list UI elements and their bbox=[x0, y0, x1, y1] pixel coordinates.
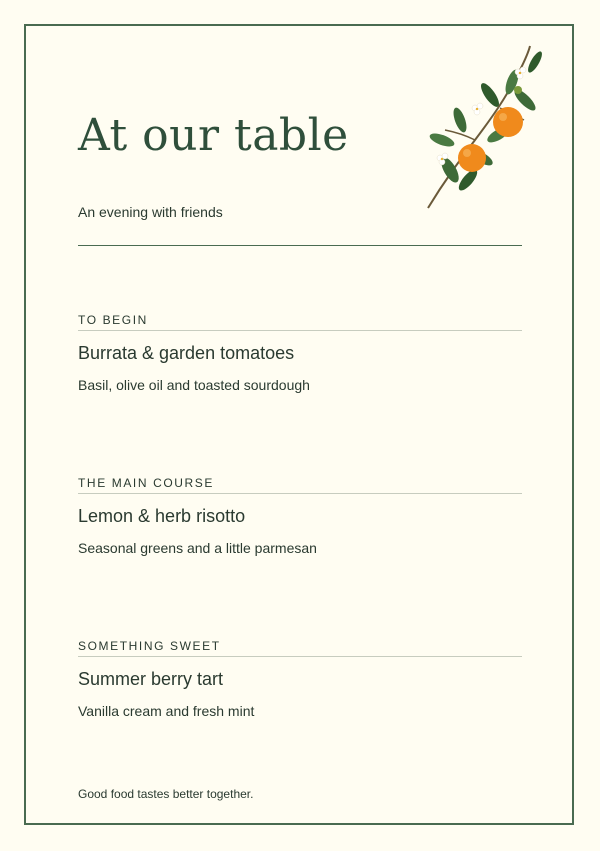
course-label: THE MAIN COURSE bbox=[78, 476, 522, 494]
orange-branch-icon bbox=[420, 40, 545, 215]
course-section-main bbox=[78, 476, 522, 556]
course-label: TO BEGIN bbox=[78, 313, 522, 331]
menu-title: At our table bbox=[78, 110, 349, 161]
course-label: SOMETHING SWEET bbox=[78, 639, 522, 657]
menu-footer: Good food tastes better together. bbox=[78, 787, 254, 801]
dish-name: Burrata & garden tomatoes bbox=[78, 343, 295, 363]
dish-description: Basil, olive oil and toasted sourdough bbox=[78, 377, 310, 393]
dish-name: Summer berry tart bbox=[78, 669, 224, 689]
menu-subtitle: An evening with friends bbox=[78, 204, 223, 220]
course-section-dessert bbox=[78, 639, 522, 719]
dish-description: Vanilla cream and fresh mint bbox=[78, 703, 255, 719]
title-divider bbox=[78, 245, 522, 246]
dish-name: Lemon & herb risotto bbox=[78, 506, 246, 526]
course-section-starter bbox=[78, 313, 522, 393]
dish-description: Seasonal greens and a little parmesan bbox=[78, 540, 317, 556]
